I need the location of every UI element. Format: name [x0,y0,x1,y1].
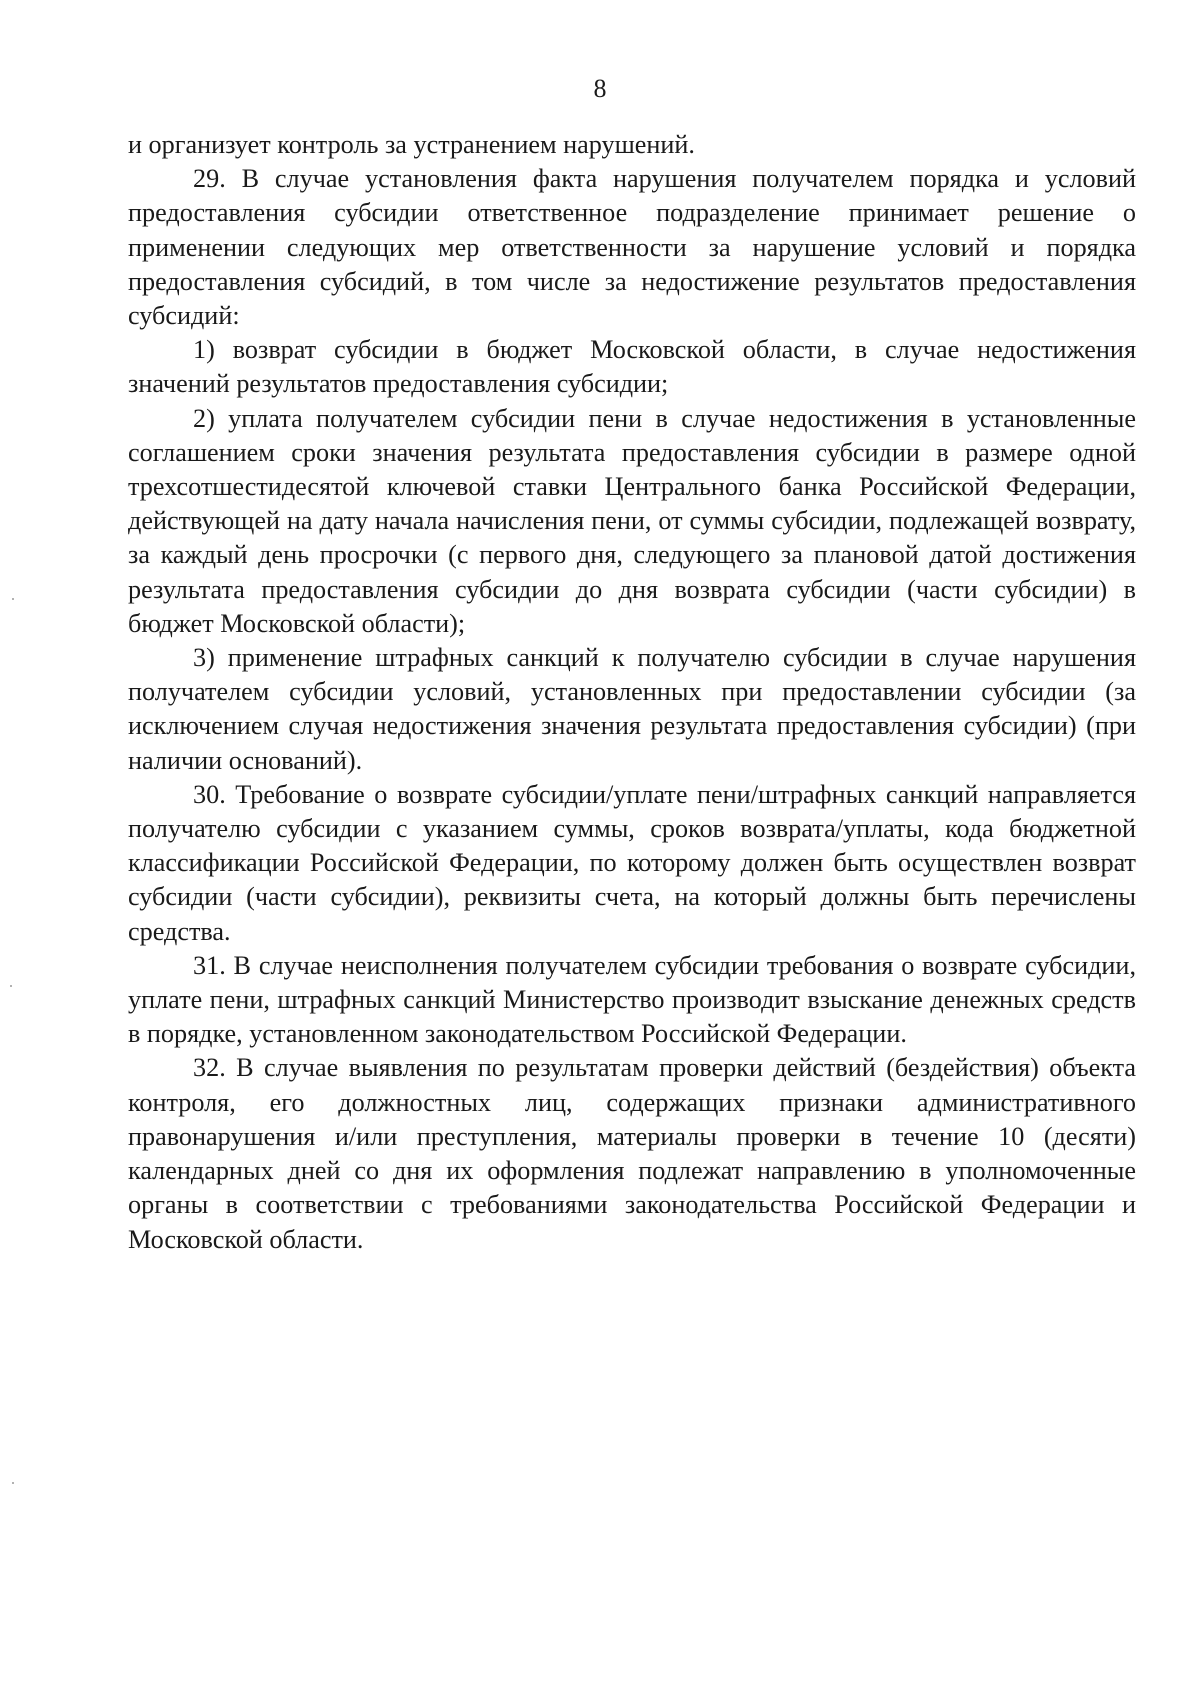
scan-artifact [12,598,14,600]
paragraph-29-item-3: 3) применение штрафных санкций к получателю субсидии в случае нарушения получателем субсидии условий, установленных при предоставлении субсидии (за исключением случая недостижения значения результата предоставления субсидии) (при наличии оснований). [128,643,1136,775]
scan-artifact [12,1482,14,1484]
paragraph-31: 31. В случае неисполнения получателем субсидии требования о возврате субсидии, уплате пени, штрафных санкций Министерство производит взыскание денежных средств в порядке, установленном законодательством Российской Федерации. [128,950,1136,1049]
scan-artifact [10,985,12,987]
paragraph-32: 32. В случае выявления по результатам проверки действий (бездействия) объекта контроля, его должностных лиц, содержащих признаки административного правонарушения и/или преступления, материалы проверки в течение 10 (десяти) календарных дней со дня их оформления подлежат направлению в уполномоченные органы в соответствии с требованиями законодательства Российской Федерации и Московской области. [128,1053,1136,1254]
paragraph-30: 30. Требование о возврате субсидии/уплате пени/штрафных санкций направляется получателю субсидии с указанием суммы, сроков возврата/уплаты, кода бюджетной классификации Российской Федерации, по которому должен быть осуществлен возврат субсидии (части субсидии), реквизиты счета, на который должны быть перечислены средства. [128,779,1136,946]
paragraph-continuation: и организует контроль за устранением нарушений. [128,130,695,159]
paragraph-29-item-1: 1) возврат субсидии в бюджет Московской области, в случае недостижения значений результатов предоставления субсидии; [128,335,1136,399]
paragraph-29: 29. В случае установления факта нарушения получателем порядка и условий предоставления субсидии ответственное подразделение принимает решение о применении следующих мер ответственности за нарушение условий и порядка предоставления субсидий, в том числе за недостижение результатов предоставления субсидий: [128,164,1136,331]
document-body [128,128,1136,1257]
page-number: 8 [593,74,607,103]
paragraph-29-item-2: 2) уплата получателем субсидии пени в случае недостижения в установленные соглашением сроки значения результата предоставления субсидии в размере одной трехсотшестидесятой ключевой ставки Центрального банка Российской Федерации, действующей на дату начала начисления пени, от суммы субсидии, подлежащей возврату, за каждый день просрочки (с первого дня, следующего за плановой датой достижения результата предоставления субсидии до дня возврата субсидии (части субсидии) в бюджет Московской области); [128,403,1136,638]
